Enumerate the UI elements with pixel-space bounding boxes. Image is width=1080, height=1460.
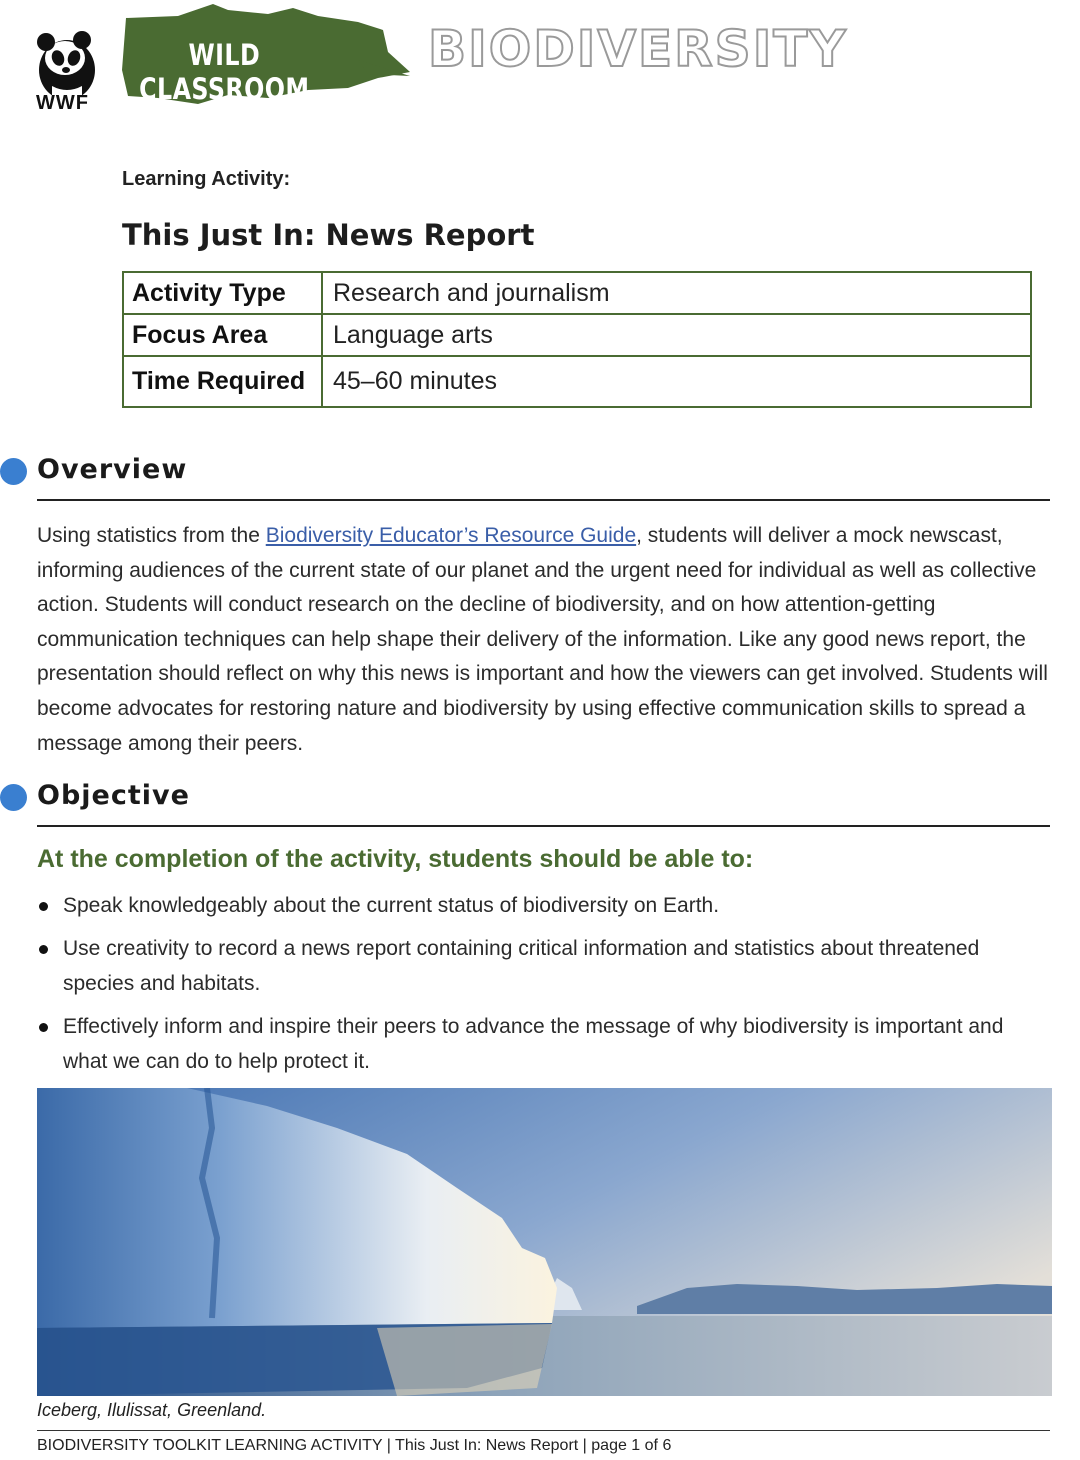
wwf-wordmark: WWF [36,92,89,114]
learning-activity-label: Learning Activity: [122,168,291,190]
table-value: Research and journalism [322,272,1031,314]
table-row [123,314,1031,356]
table-row [123,356,1031,407]
table-key: Activity Type [123,272,322,314]
overview-paragraph [37,519,1055,761]
objective-bullet-icon [0,784,27,811]
overview-bullet-icon [0,458,27,485]
table-row [123,272,1031,314]
overview-divider [37,499,1050,501]
objective-subheading: At the completion of the activity, students should be able to: [37,845,754,873]
objective-divider [37,825,1050,827]
objective-heading: Objective [37,780,190,811]
bullet-icon [39,902,48,911]
overview-heading: Overview [37,454,188,485]
list-item [37,931,1037,1001]
wild-classroom-label: WILD CLASSROOM [139,38,310,106]
list-item-text: Use creativity to record a news report containing critical information and statistics about threatened species and habitats. [63,937,980,995]
photo-caption: Iceberg, Ilulissat, Greenland. [37,1400,267,1420]
resource-guide-link[interactable]: Biodiversity Educator’s Resource Guide [265,524,637,547]
iceberg-photo [37,1088,1052,1396]
activity-info-table [122,271,1032,408]
list-item-text: Speak knowledgeably about the current status of biodiversity on Earth. [63,894,720,917]
page-footer: BIODIVERSITY TOOLKIT LEARNING ACTIVITY | This Just In: News Report | page 1 of 6 [37,1437,672,1454]
activity-title: This Just In: News Report [122,218,535,252]
subject-title: BIODIVERSITY [428,20,848,78]
table-value: 45–60 minutes [322,356,1031,407]
bullet-icon [39,1023,48,1032]
overview-text-rest: , students will deliver a mock newscast, informing audiences of the current state of our planet and the urgent need for individual as well as collective action. Students will conduct research on the decline of biodiversity, and on how attention-getting communication techniques can help shape their delivery of the information. Like any good news report, the presentation should reflect on why this news is important and how the viewers can get involved. Students will become advocates for restoring nature and biodiversity by using effective communication skills to spread a message among their peers. [37,524,1048,755]
list-item [37,888,1037,923]
table-key: Focus Area [123,314,322,356]
bullet-icon [39,945,48,954]
list-item-text: Effectively inform and inspire their peers to advance the message of why biodiversity is important and what we can do to help protect it. [63,1015,1004,1073]
list-item [37,1009,1037,1079]
table-key: Time Required [123,356,322,407]
table-value: Language arts [322,314,1031,356]
footer-divider [37,1430,1050,1431]
overview-text-start: Using statistics from the [37,524,266,547]
objective-list [37,888,1037,1087]
